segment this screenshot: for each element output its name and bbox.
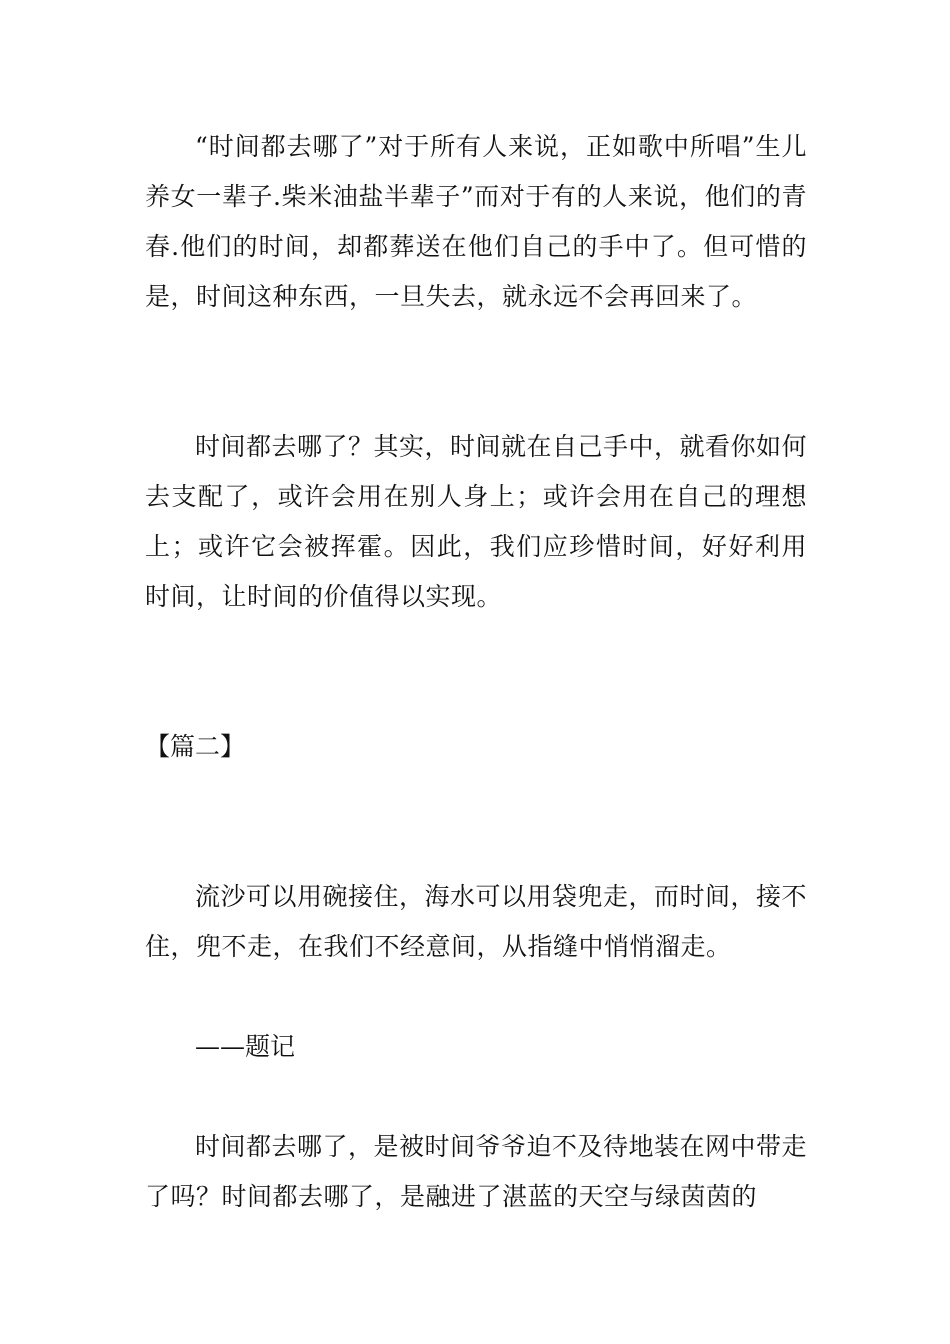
epigraph-note: ——题记 (195, 1032, 296, 1061)
paragraph-where-time-went: 时间都去哪了，是被时间爷爷迫不及待地装在网中带走了吗？时间都去哪了，是融进了湛蓝的天空与绿茵茵的 (145, 1132, 808, 1211)
paragraph-time-in-own-hands: 时间都去哪了？其实，时间就在自己手中，就看你如何去支配了，或许会用在别人身上；或许会用在自己的理想上；或许它会被挥霍。因此，我们应珍惜时间，好好利用时间，让时间的价值得以实现。 (145, 432, 808, 611)
paragraph-time-where-gone: “时间都去哪了”对于所有人来说，正如歌中所唱”生儿养女一辈子.柴米油盐半辈子”而对于有的人来说，他们的青春.他们的时间，却都葬送在他们自己的手中了。但可惜的是，时间这种东西，一旦失去，就永远不会再回来了。 (145, 132, 807, 311)
section-heading-part-two: 【篇二】 (145, 732, 246, 761)
paragraph-quicksand-intro: 流沙可以用碗接住，海水可以用袋兜走，而时间，接不住，兜不走，在我们不经意间，从指缝中悄悄溜走。 (145, 882, 808, 961)
